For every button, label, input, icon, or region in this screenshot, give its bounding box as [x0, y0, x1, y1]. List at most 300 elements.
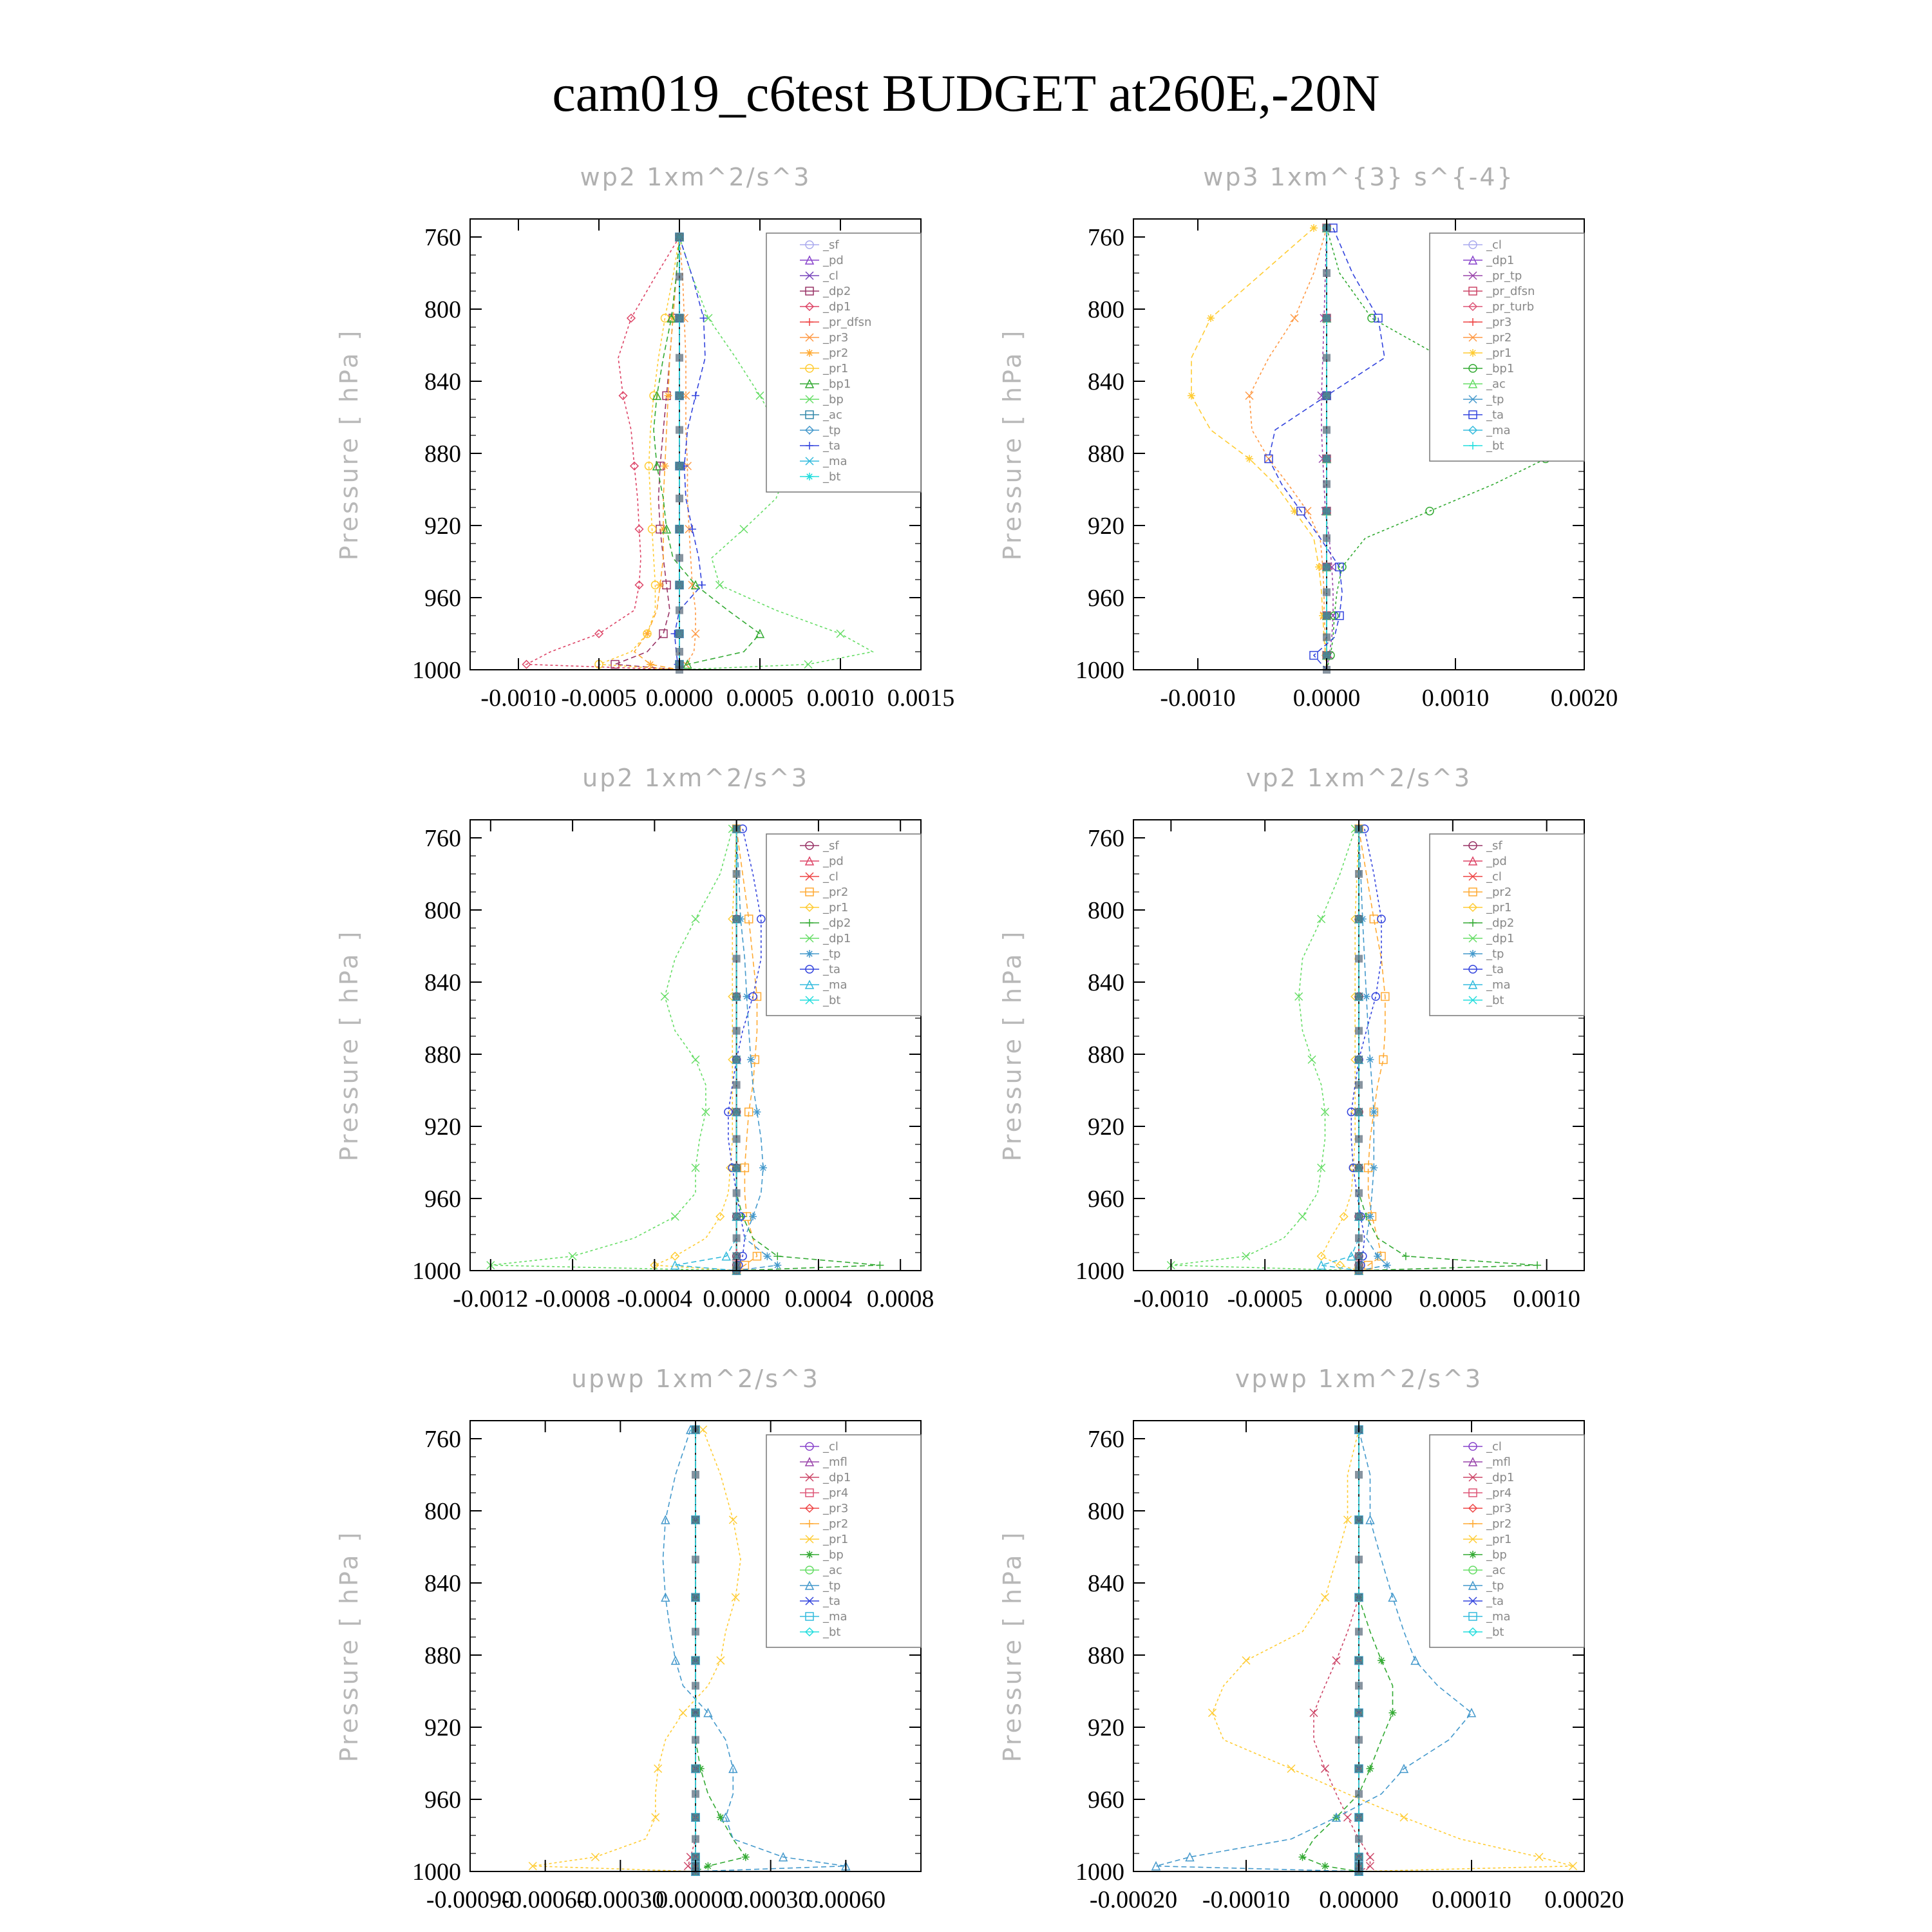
data-point	[1318, 915, 1325, 923]
y-tick-label: 960	[1088, 1786, 1124, 1814]
panel-title: wp3 1xm^{3} s^{-4}	[1203, 163, 1515, 191]
y-tick-label: 840	[1088, 1570, 1124, 1597]
data-point	[763, 1253, 771, 1260]
x-tick-label: -0.0005	[1227, 1285, 1303, 1312]
data-point	[692, 1736, 699, 1744]
series-line	[675, 829, 736, 1271]
legend	[766, 233, 921, 492]
data-point	[654, 1765, 662, 1772]
series-ta	[1347, 825, 1385, 1274]
y-tick-label: 1000	[1075, 657, 1124, 684]
data-point	[1355, 1628, 1363, 1636]
legend-label: _ma	[823, 978, 848, 992]
data-point	[676, 233, 683, 241]
data-point	[699, 1426, 707, 1434]
data-point	[692, 392, 699, 399]
data-point	[1355, 1656, 1363, 1664]
y-tick-label: 880	[424, 440, 461, 468]
legend-marker	[1469, 1551, 1477, 1558]
series-line	[1156, 1430, 1472, 1871]
x-tick-label: 0.0010	[1513, 1285, 1580, 1312]
legend-label: _mfl	[823, 1455, 848, 1469]
x-tick-label: 0.0000	[1325, 1285, 1393, 1312]
legend-label: _cl	[823, 870, 838, 884]
series-dp1	[523, 233, 684, 670]
legend-label: _tp	[1486, 947, 1504, 961]
legend-label: _cl	[1486, 870, 1502, 884]
legend-label: _pr2	[1486, 886, 1512, 899]
series-dp2	[611, 233, 683, 670]
data-point	[837, 630, 844, 638]
data-point	[1378, 1656, 1385, 1664]
data-point	[733, 1108, 741, 1116]
legend-label: _pr_turb	[1486, 300, 1535, 314]
data-point	[676, 314, 683, 322]
series-line	[1321, 829, 1359, 1271]
x-tick-label: 0.0010	[1421, 685, 1490, 712]
legend-label: _dp2	[823, 285, 851, 298]
legend-label: _pr1	[823, 1533, 849, 1546]
legend-label: _dp1	[1486, 932, 1515, 945]
legend-label: _tp	[823, 947, 841, 961]
data-point	[1355, 1253, 1363, 1260]
data-point	[1242, 1656, 1250, 1664]
legend-label: _sf	[1486, 839, 1502, 853]
series-pr2	[1355, 825, 1389, 1274]
data-point	[1355, 1135, 1363, 1143]
panel-4	[998, 764, 1584, 1312]
data-point	[733, 1213, 741, 1220]
data-point	[1355, 1108, 1363, 1116]
data-point	[804, 661, 812, 668]
series-pr2	[634, 233, 683, 670]
legend-label: _bt	[823, 470, 841, 484]
data-point	[1355, 1213, 1363, 1220]
data-point	[671, 1253, 679, 1260]
data-point	[1323, 563, 1331, 571]
data-point	[1310, 224, 1318, 232]
data-point	[692, 1790, 699, 1798]
y-tick-label: 920	[1088, 1714, 1124, 1741]
data-point	[692, 1835, 699, 1843]
panel-2	[998, 163, 1618, 712]
data-point	[1323, 612, 1331, 620]
data-point	[676, 581, 683, 589]
data-point	[740, 526, 748, 533]
data-point	[652, 1814, 659, 1821]
legend-label: _pr2	[1486, 1517, 1512, 1531]
data-point	[1355, 870, 1363, 878]
y-tick-label: 880	[1088, 1642, 1124, 1669]
y-tick-label: 880	[424, 1642, 461, 1669]
data-point	[676, 426, 683, 434]
data-point	[1355, 1709, 1363, 1717]
series-pr1	[529, 1426, 741, 1875]
y-tick-label: 880	[1088, 440, 1124, 468]
x-tick-label: 0.00000	[1319, 1886, 1399, 1913]
legend-label: _ta	[823, 1595, 841, 1608]
series-ta	[724, 825, 765, 1274]
data-point	[1355, 1682, 1363, 1690]
legend	[1430, 1435, 1584, 1647]
series-line	[1351, 829, 1381, 1271]
legend-label: _dp1	[823, 300, 851, 314]
data-point	[676, 354, 683, 362]
x-tick-label: -0.00030	[576, 1886, 665, 1913]
x-tick-label: -0.00010	[1202, 1886, 1291, 1913]
x-tick-label: 0.0005	[726, 685, 794, 712]
data-point	[676, 526, 683, 533]
data-point	[591, 1853, 599, 1861]
legend-label: _pr_dfsn	[1486, 285, 1535, 298]
y-axis-label: Pressure [ hPa ]	[335, 328, 363, 561]
data-point	[692, 1516, 699, 1524]
y-tick-label: 960	[424, 585, 461, 612]
legend-label: _ma	[1486, 424, 1511, 437]
legend-marker	[806, 473, 813, 480]
legend-label: _dp1	[1486, 254, 1515, 267]
legend-label: _pr_tp	[1486, 269, 1522, 283]
data-point	[1367, 1765, 1374, 1772]
legend-label: _pr_dfsn	[823, 316, 872, 329]
legend-label: _pr2	[823, 886, 849, 899]
data-point	[733, 1235, 741, 1242]
data-point	[1207, 314, 1215, 322]
y-tick-label: 920	[1088, 513, 1124, 540]
data-point	[753, 1108, 761, 1116]
series-ma	[671, 825, 740, 1274]
x-tick-label: -0.0010	[480, 685, 556, 712]
panels	[335, 163, 1624, 1913]
y-tick-label: 760	[1088, 1426, 1124, 1453]
x-tick-label: 0.0015	[887, 685, 955, 712]
data-point	[1323, 634, 1331, 641]
legend-label: _bt	[823, 1625, 841, 1639]
series-dp1	[1167, 825, 1363, 1274]
data-point	[1355, 1593, 1363, 1601]
panel-title: wp2 1xm^2/s^3	[580, 163, 811, 191]
x-tick-label: 0.0004	[784, 1285, 853, 1312]
data-point	[1355, 992, 1363, 1000]
series-dp1	[1310, 1426, 1374, 1875]
legend-label: _ma	[1486, 1610, 1511, 1624]
y-tick-label: 960	[424, 1786, 461, 1814]
data-point	[692, 1628, 699, 1636]
data-point	[733, 870, 741, 878]
legend	[1430, 233, 1584, 461]
data-point	[692, 1765, 699, 1772]
data-point	[692, 1556, 699, 1564]
x-tick-label: -0.00090	[426, 1886, 515, 1913]
data-point	[717, 1656, 724, 1664]
legend-label: _bp1	[823, 377, 851, 391]
data-point	[1355, 1081, 1363, 1089]
data-point	[692, 1471, 699, 1479]
data-point	[1355, 955, 1363, 963]
legend-label: _ta	[1486, 408, 1504, 422]
data-point	[1355, 1765, 1363, 1772]
data-point	[1245, 392, 1253, 399]
x-tick-label: 0.00060	[806, 1886, 886, 1913]
series-bp	[692, 1426, 750, 1875]
data-point	[733, 1027, 741, 1035]
data-point	[1209, 1709, 1217, 1717]
data-point	[1355, 1471, 1363, 1479]
data-point	[716, 581, 724, 589]
legend-label: _bt	[1486, 1625, 1504, 1639]
series-line	[634, 237, 679, 670]
panel-6	[998, 1365, 1624, 1913]
data-point	[1323, 507, 1331, 515]
legend-label: _pr2	[823, 346, 849, 360]
data-point	[679, 1709, 687, 1717]
data-point	[692, 1814, 699, 1821]
data-point	[1344, 1814, 1352, 1821]
data-point	[1400, 1814, 1408, 1821]
y-tick-label: 920	[424, 1113, 461, 1141]
data-point	[1323, 652, 1331, 659]
y-tick-label: 840	[1088, 368, 1124, 395]
y-tick-label: 760	[1088, 825, 1124, 852]
data-point	[692, 1056, 699, 1063]
y-tick-label: 960	[1088, 1186, 1124, 1213]
y-tick-label: 800	[424, 897, 461, 924]
x-tick-label: -0.0008	[535, 1285, 611, 1312]
y-tick-label: 920	[424, 1714, 461, 1741]
data-point	[1355, 1790, 1363, 1798]
legend-label: _dp1	[1486, 1471, 1515, 1484]
data-point	[1367, 1853, 1374, 1861]
legend-marker	[806, 349, 813, 357]
data-point	[733, 1135, 741, 1143]
series-dp1	[487, 825, 741, 1274]
legend-label: _dp1	[823, 932, 851, 945]
legend-label: _pr1	[1486, 901, 1512, 914]
data-point	[684, 1862, 692, 1870]
series-pr1	[1318, 825, 1363, 1274]
data-point	[676, 495, 683, 502]
data-point	[1383, 1262, 1391, 1269]
x-tick-label: 0.0020	[1550, 685, 1618, 712]
data-point	[733, 955, 741, 963]
data-point	[692, 1682, 699, 1690]
legend-label: _pd	[823, 254, 844, 267]
legend-label: _bt	[823, 994, 841, 1007]
data-point	[1323, 426, 1331, 434]
data-point	[1323, 589, 1331, 596]
data-point	[1308, 1056, 1316, 1063]
data-point	[733, 915, 741, 923]
data-point	[692, 1853, 699, 1861]
series-tp	[1152, 1426, 1475, 1875]
legend-label: _pr2	[1486, 331, 1512, 345]
legend-label: _ac	[1486, 377, 1506, 391]
series-pr1	[1188, 224, 1329, 670]
series-line	[1359, 829, 1387, 1271]
y-axis-label: Pressure [ hPa ]	[998, 929, 1027, 1162]
data-point	[676, 392, 683, 399]
data-point	[1299, 1853, 1307, 1861]
y-tick-label: 840	[424, 1570, 461, 1597]
y-axis-label: Pressure [ hPa ]	[998, 1530, 1027, 1763]
data-point	[1355, 1736, 1363, 1744]
x-tick-label: -0.0005	[561, 685, 637, 712]
series-line	[1321, 829, 1359, 1271]
data-point	[1323, 535, 1331, 542]
legend-label: _cl	[1486, 238, 1502, 252]
y-tick-label: 800	[424, 1498, 461, 1525]
legend-label: _cl	[1486, 1440, 1502, 1454]
legend-label: _bt	[1486, 439, 1504, 453]
data-point	[1323, 354, 1331, 362]
data-point	[1370, 1164, 1378, 1171]
legend-label: _sf	[823, 238, 839, 252]
series-tp	[1355, 825, 1391, 1274]
data-point	[1323, 392, 1331, 399]
y-tick-label: 840	[1088, 969, 1124, 996]
data-point	[692, 1593, 699, 1601]
series-line	[688, 1430, 696, 1871]
data-point	[676, 630, 683, 638]
x-tick-label: 0.00020	[1544, 1886, 1624, 1913]
data-point	[773, 1253, 781, 1260]
y-tick-label: 840	[424, 368, 461, 395]
legend-label: _dp2	[1486, 916, 1515, 930]
legend-label: _pr2	[823, 1517, 849, 1531]
legend-marker	[1469, 950, 1477, 958]
data-point	[1323, 455, 1331, 462]
data-point	[1355, 1556, 1363, 1564]
legend-label: _pd	[1486, 855, 1507, 868]
panel-title: vpwp 1xm^2/s^3	[1235, 1365, 1483, 1393]
x-tick-label: 0.0000	[645, 685, 714, 712]
legend-label: _ta	[1486, 1595, 1504, 1608]
y-tick-label: 760	[424, 224, 461, 251]
x-tick-label: 0.00000	[656, 1886, 735, 1913]
data-point	[1291, 314, 1298, 322]
series-line	[1359, 829, 1385, 1271]
y-tick-label: 800	[1088, 897, 1124, 924]
legend-label: _ac	[823, 1564, 842, 1577]
y-tick-label: 1000	[412, 1258, 461, 1285]
data-point	[1355, 1027, 1363, 1035]
legend-label: _ma	[823, 455, 848, 468]
data-point	[1355, 1056, 1363, 1063]
data-point	[1315, 563, 1323, 571]
legend-label: _cl	[823, 1440, 838, 1454]
series-line	[737, 829, 757, 1271]
y-tick-label: 800	[1088, 1498, 1124, 1525]
y-tick-label: 760	[424, 1426, 461, 1453]
data-point	[876, 1262, 884, 1269]
legend-label: _pr3	[823, 331, 849, 345]
data-point	[676, 648, 683, 656]
data-point	[1355, 1235, 1363, 1242]
legend-marker	[806, 950, 813, 958]
data-point	[1355, 1189, 1363, 1197]
y-tick-label: 1000	[412, 1859, 461, 1886]
y-tick-label: 880	[424, 1041, 461, 1068]
panel-title: upwp 1xm^2/s^3	[571, 1365, 820, 1393]
panel-3	[335, 764, 934, 1312]
x-tick-label: 0.0010	[806, 685, 875, 712]
legend-label: _bp	[823, 393, 844, 406]
data-point	[1321, 1593, 1329, 1601]
series-dp1	[684, 1426, 699, 1875]
data-point	[1367, 1056, 1374, 1063]
legend-label: _pr4	[1486, 1486, 1512, 1500]
series-line	[654, 829, 736, 1271]
data-point	[676, 607, 683, 614]
legend-label: _bp	[823, 1548, 844, 1562]
data-point	[716, 1213, 724, 1220]
x-tick-label: 0.00030	[730, 1886, 811, 1913]
data-point	[676, 462, 683, 470]
legend-marker	[806, 1551, 813, 1558]
legend-label: _bp	[1486, 1548, 1507, 1562]
series-line	[491, 829, 737, 1271]
legend	[766, 1435, 921, 1647]
data-point	[1299, 1213, 1307, 1220]
data-point	[733, 1253, 741, 1260]
series-line	[654, 237, 760, 670]
x-tick-label: -0.0010	[1160, 685, 1236, 712]
series-pr1	[595, 233, 683, 670]
data-point	[1188, 392, 1195, 399]
series-bp1	[653, 233, 764, 670]
legend-label: _mfl	[1486, 1455, 1511, 1469]
data-point	[1323, 269, 1331, 277]
series-line	[1171, 829, 1359, 1271]
legend-label: _sf	[823, 839, 839, 853]
data-point	[756, 392, 764, 399]
data-point	[692, 1709, 699, 1717]
data-point	[733, 1189, 741, 1197]
data-point	[747, 1056, 755, 1063]
data-point	[1355, 1853, 1363, 1861]
data-point	[1323, 314, 1331, 322]
data-point	[1355, 1814, 1363, 1821]
legend-label: _ta	[1486, 963, 1504, 976]
y-axis-label: Pressure [ hPa ]	[998, 328, 1027, 561]
legend-label: _dp1	[823, 1471, 851, 1484]
panel-5	[335, 1365, 921, 1913]
x-tick-label: -0.0012	[453, 1285, 529, 1312]
x-tick-label: -0.00020	[1089, 1886, 1178, 1913]
series-line	[696, 1430, 746, 1871]
legend-label: _cl	[823, 269, 838, 283]
legend-marker	[1469, 349, 1477, 357]
data-point	[661, 462, 669, 470]
data-point	[1363, 992, 1370, 1000]
series-line	[527, 237, 680, 670]
legend	[1430, 834, 1584, 1016]
legend-label: _ma	[823, 1610, 848, 1624]
data-point	[692, 915, 699, 923]
data-point	[1332, 1656, 1340, 1664]
y-axis-label: Pressure [ hPa ]	[335, 1530, 363, 1763]
data-point	[692, 630, 699, 638]
series-line	[679, 237, 696, 670]
data-point	[1287, 1765, 1295, 1772]
y-tick-label: 1000	[412, 657, 461, 684]
data-point	[749, 1213, 757, 1220]
x-tick-label: 0.0005	[1419, 1285, 1487, 1312]
legend-label: _ta	[823, 439, 841, 453]
series-pr1	[650, 825, 740, 1274]
y-tick-label: 880	[1088, 1041, 1124, 1068]
y-tick-label: 760	[1088, 224, 1124, 251]
